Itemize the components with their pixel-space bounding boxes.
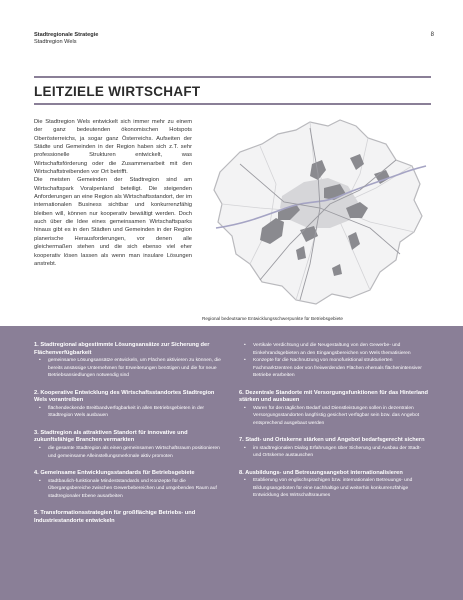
- goal-item-2: [34, 390, 224, 420]
- goal-heading: 1. Stadtregional abgestimmte Lösungsansätze zur Sicherung der Flächenverfügbarkeit: [34, 342, 210, 356]
- intro-paragraph-2: Die meisten Gemeinden der Stadtregion sind am Wirtschaftspark Voralpenland beteiligt. Die steigenden Anforderungen an eine Region als Wirtschaftsstandort, der im internationalen Business sichtbar und konkurrenzfähig bleiben will, können nur kooperativ bewältigt werden. Doch auch über die Idee eines gemeinsamen Wirtschaftsparks hinaus gibt es in den Städten und Gemeinden in der Region planerische Herausforderungen, vor denen alle gleichermaßen stehen und die sich ebenso viel eher kooperativ lösen lassen als wenn man insulare Lösungen anstrebt.: [34, 177, 192, 267]
- goal-bullet: • Konzepte für die Nachnutzung von monofunktional strukturierten Fachmarktzentren oder von freiwerdenden Flächen ehemals flächenintensiver Betriebe erarbeiten: [239, 357, 429, 380]
- goal-bullet: • Etablierung von englischsprachigen bzw. internationalen Betreuungs- und Bildungsangeboten für eine nachhaltige und weiterhin konkurrenzfähige Entwicklung des Wirtschaftsraumes: [239, 477, 429, 500]
- page-header: [34, 32, 434, 46]
- header-document-title: Stadtregionale Strategie: [34, 32, 99, 38]
- goals-column-left: [34, 342, 224, 535]
- goal-item-3: [34, 430, 224, 460]
- goals-column-right: [239, 342, 429, 510]
- intro-paragraph-1: Die Stadtregion Wels entwickelt sich immer mehr zu einem der ganz bedeutenden ökonomischen Hotspots Oberösterreichs, ja sogar ganz Österreichs. Aufseiten der Städte und Gemeinden in der Region haben sich z.T. sehr professionelle Strukturen entwickelt, was Wirtschaftsförderung oder die Zusammenarbeit mit den Wirtschaftstreibenden vor Ort betrifft.: [34, 119, 192, 176]
- goal-heading: 3. Stadtregion als attraktiven Standort für innovative und zukunftsfähige Branchen vermarkten: [34, 429, 188, 444]
- goal-item-1: [34, 342, 224, 380]
- goal-bullet: • gemeinsame Lösungsansätze entwickeln, um Flächen aktivieren zu können, die bereits ansässige Unternehmen für Erweiterungen benötigen und die für neue Betriebsansiedlungen notwendig sind: [34, 357, 224, 380]
- goal-item-7: [239, 437, 429, 460]
- goal-heading: 4. Gemeinsame Entwicklungsstandards für Betriebsgebiete: [34, 470, 195, 477]
- page-number: 8: [430, 32, 434, 38]
- goal-bullet: • die gesamte Stadtregion als einen gemeinsamen Wirtschaftsraum positionieren und gemeinsame Alleinstellungsmerkmale aktiv promoten: [34, 445, 224, 460]
- page-title: LEITZIELE WIRTSCHAFT: [34, 84, 201, 99]
- title-rule-top: [34, 76, 431, 78]
- goal-item-6: [239, 390, 429, 428]
- map-caption: Regional bedeutsame Entwicklungsschwerpunkte für Betriebsgebiete: [202, 316, 343, 321]
- goal-bullet: • im stadtregionalen Dialog Erfahrungen über Sicherung und Ausbau der Stadt- und Ortskerne austauschen: [239, 445, 429, 460]
- goal-item-4: [34, 470, 224, 500]
- goal-bullet: • stadtbaulich-funktionale Mindeststandards und Konzepte für die Übergangsbereiche zwischen Gewerbebereichen und umgebenden Raum auf stadtregionaler Ebene ausarbeiten: [34, 478, 224, 501]
- goal-heading: 2. Kooperative Entwicklung des Wirtschaftsstandortes Stadtregion Wels vorantreiben: [34, 389, 215, 404]
- goal-heading: 8. Ausbildungs- und Betreuungsangebot internationalisieren: [239, 469, 403, 476]
- region-map: [200, 104, 436, 318]
- goal-item-5: [34, 510, 224, 525]
- goal-heading: 7. Stadt- und Ortskerne stärken und Angebot bedarfsgerecht sichern: [239, 437, 425, 444]
- goal-heading: 5. Transformationsstrategien für großflächige Betriebs- und Industriestandorte entwickeln: [34, 510, 196, 524]
- goal-item-8: [239, 470, 429, 500]
- goal-bullet: • flächendeckende Breitbandverfügbarkeit in allen Betriebsgebieten in der Stadtregion Wels ausbauen: [34, 405, 224, 420]
- goal-item-5-continued: [239, 342, 429, 380]
- goal-bullet: • Waren für den täglichen Bedarf und Dienstleistungen sollen in dezentralen Versorgungsstandorten langfristig gesichert verfügbar sein bzw. das Angebot entsprechend ausgebaut werden: [239, 405, 429, 428]
- goal-heading: 6. Dezentrale Standorte mit Versorgungsfunktionen für das Hinterland stärken und ausbauen: [239, 389, 428, 404]
- goal-bullet: • Vertikale Verdichtung und die Neugestaltung von den Gewerbe- und Einkehrandsgebieten an den Eingangsbereichen von Wels thematisieren: [239, 342, 429, 357]
- header-region-name: Stadtregion Wels: [34, 39, 77, 45]
- intro-text: [34, 118, 192, 268]
